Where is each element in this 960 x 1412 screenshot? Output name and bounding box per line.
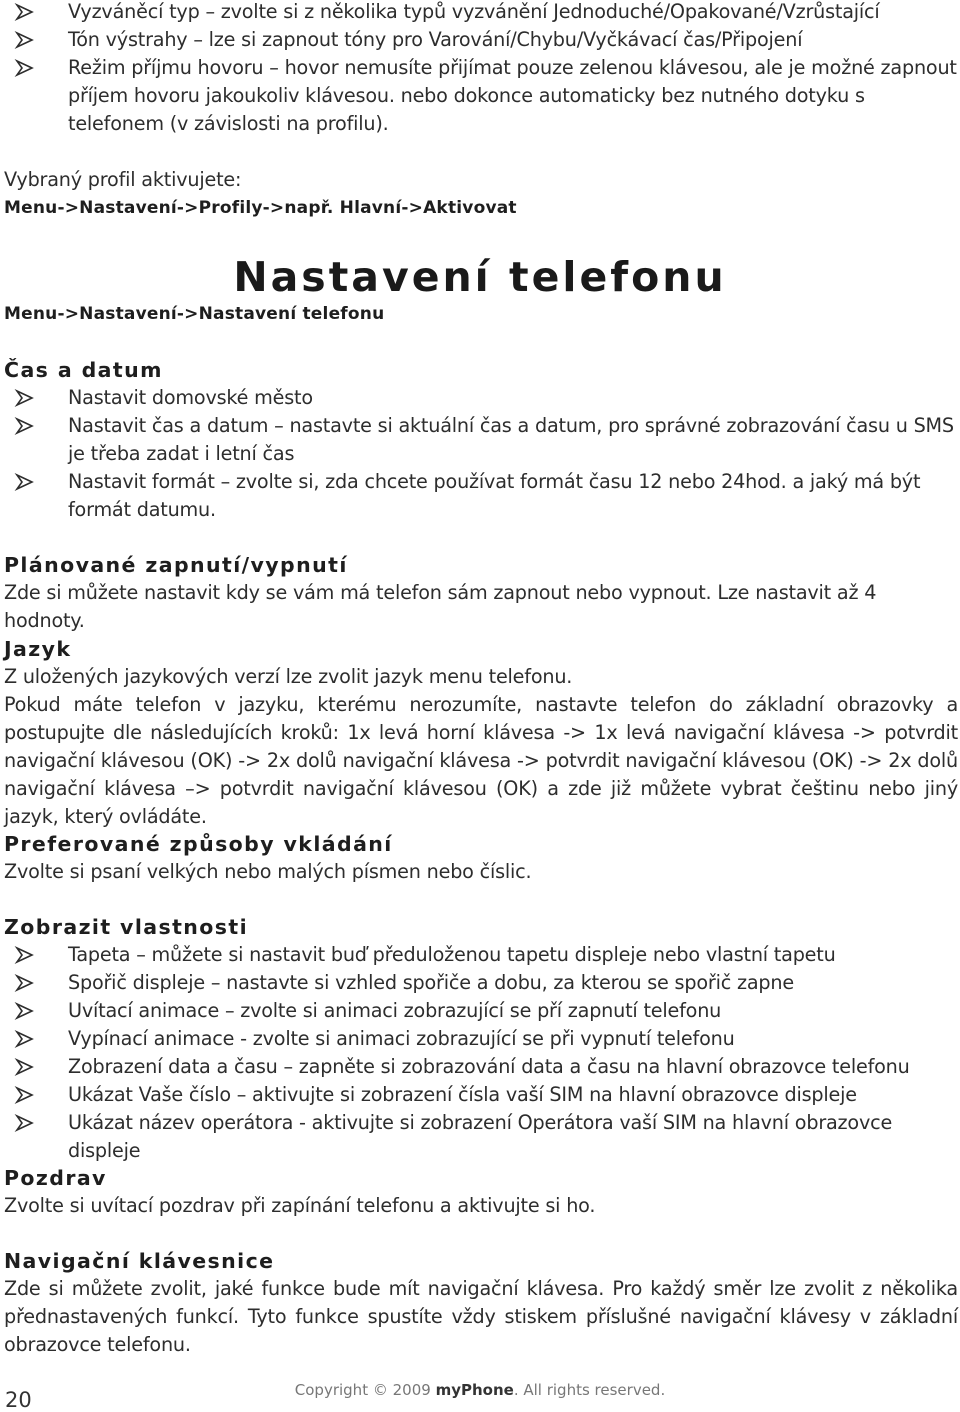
display-properties-list bbox=[4, 941, 958, 1165]
list-item-text: Spořič displeje – nastavte si vzhled spořiče a dobu, za kterou se spořič zapne bbox=[68, 971, 794, 994]
arrow-bullet-icon bbox=[14, 941, 36, 969]
display-properties-block bbox=[4, 941, 958, 1165]
heading-time-date: Čas a datum bbox=[4, 358, 163, 382]
list-item-text: Nastavit formát – zvolte si, zda chcete používat formát času 12 nebo 24hod. a jaký má být formát datumu. bbox=[68, 470, 921, 521]
arrow-bullet-icon bbox=[14, 384, 36, 412]
heading-navigation-keys: Navigační klávesnice bbox=[4, 1249, 275, 1273]
list-item bbox=[4, 0, 958, 26]
brand-name: myPhone bbox=[435, 1381, 514, 1399]
ringtone-options-block bbox=[4, 0, 958, 138]
copyright-notice bbox=[0, 1380, 960, 1400]
list-item-text: Tapeta – můžete si nastavit buď předuloženou tapetu displeje nebo vlastní tapetu bbox=[68, 943, 836, 966]
list-item-text: Vypínací animace - zvolte si animaci zobrazující se při vypnutí telefonu bbox=[68, 1027, 735, 1050]
list-item bbox=[4, 941, 958, 969]
list-item-text: Ukázat Vaše číslo – aktivujte si zobrazení čísla vaší SIM na hlavní obrazovce displeje bbox=[68, 1083, 857, 1106]
arrow-bullet-icon bbox=[14, 969, 36, 997]
input-methods-text: Zvolte si psaní velkých nebo malých písmen nebo číslic. bbox=[4, 860, 532, 883]
list-item bbox=[4, 1025, 958, 1053]
time-date-block bbox=[4, 384, 958, 524]
arrow-bullet-icon bbox=[14, 468, 36, 496]
arrow-bullet-icon bbox=[14, 412, 36, 440]
list-item bbox=[4, 468, 958, 524]
list-item-text: Nastavit čas a datum – nastavte si aktuální čas a datum, pro správné zobrazování času u SMS je třeba zadat i letní čas bbox=[68, 414, 954, 465]
list-item bbox=[4, 1109, 958, 1165]
list-item bbox=[4, 969, 958, 997]
arrow-bullet-icon bbox=[14, 997, 36, 1025]
list-item bbox=[4, 412, 958, 468]
heading-display-properties: Zobrazit vlastnosti bbox=[4, 915, 248, 939]
heading-greeting: Pozdrav bbox=[4, 1166, 107, 1190]
arrow-bullet-icon bbox=[14, 1025, 36, 1053]
list-item bbox=[4, 54, 958, 138]
list-item-text: Ukázat název operátora - aktivujte si zobrazení Operátora vaší SIM na hlavní obrazovce displeje bbox=[68, 1111, 893, 1162]
arrow-bullet-icon bbox=[14, 54, 36, 82]
section-menu-path: Menu->Nastavení->Nastavení telefonu bbox=[4, 304, 385, 324]
arrow-bullet-icon bbox=[14, 1053, 36, 1081]
page-number: 20 bbox=[5, 1388, 32, 1412]
scheduled-power-text: Zde si můžete nastavit kdy se vám má telefon sám zapnout nebo vypnout. Lze nastavit až 4 hodnoty. bbox=[4, 581, 877, 632]
language-text-2: Pokud máte telefon v jazyku, kterému nerozumíte, nastavte telefon do základní obrazovky a postupujte dle následujících kroků: 1x levá horní klávesa -> 1x levá navigační klávesa -> potvrdit navigační klávesou (OK) -> 2x dolů navigační klávesa -> potvrdit navigační klávesou (OK) -> 2x dolů navigační klávesa –> potvrdit navigační klávesou (OK) a zde již můžete vybrat češtinu nebo jiný jazyk, který ovládáte. bbox=[4, 693, 958, 828]
heading-scheduled-power: Plánované zapnutí/vypnutí bbox=[4, 553, 348, 577]
arrow-bullet-icon bbox=[14, 1081, 36, 1109]
list-item-text: Zobrazení data a času – zapněte si zobrazování data a času na hlavní obrazovce telefonu bbox=[68, 1055, 910, 1078]
arrow-bullet-icon bbox=[14, 0, 36, 26]
arrow-bullet-icon bbox=[14, 1109, 36, 1137]
navigation-keys-text: Zde si můžete zvolit, jaké funkce bude mít navigační klávesa. Pro každý směr lze zvolit z několika přednastavených funkcí. Tyto funkce spustíte vždy stiskem příslušné navigační klávesy v základní obrazovce telefonu. bbox=[4, 1277, 958, 1356]
list-item bbox=[4, 26, 958, 54]
list-item-text: Režim příjmu hovoru – hovor nemusíte přijímat pouze zelenou klávesou, ale je možné zapnout příjem hovoru jakoukoliv klávesou. nebo dokonce automaticky bez nutného dotyku s telefonem (v závislosti na profilu). bbox=[68, 56, 957, 135]
copyright-prefix: Copyright © 2009 bbox=[294, 1381, 436, 1399]
list-item-text: Uvítací animace – zvolte si animaci zobrazující se pří zapnutí telefonu bbox=[68, 999, 722, 1022]
heading-language: Jazyk bbox=[4, 637, 72, 661]
time-date-list bbox=[4, 384, 958, 524]
list-item bbox=[4, 1081, 958, 1109]
ringtone-options-list bbox=[4, 0, 958, 138]
profile-activation-path: Menu->Nastavení->Profily->např. Hlavní->Aktivovat bbox=[4, 198, 517, 218]
list-item bbox=[4, 384, 958, 412]
list-item-text: Vyzváněcí typ – zvolte si z několika typů vyzvánění Jednoduché/Opakované/Vzrůstající bbox=[68, 0, 880, 23]
arrow-bullet-icon bbox=[14, 26, 36, 54]
list-item-text: Nastavit domovské město bbox=[68, 386, 313, 409]
heading-input-methods: Preferované způsoby vkládání bbox=[4, 832, 393, 856]
greeting-text: Zvolte si uvítací pozdrav při zapínání telefonu a aktivujte si ho. bbox=[4, 1194, 596, 1217]
list-item bbox=[4, 997, 958, 1025]
copyright-suffix: . All rights reserved. bbox=[513, 1381, 666, 1399]
profile-activation-intro: Vybraný profil aktivujete: bbox=[4, 168, 242, 191]
list-item-text: Tón výstrahy – lze si zapnout tóny pro Varování/Chybu/Vyčkávací čas/Připojení bbox=[68, 28, 803, 51]
list-item bbox=[4, 1053, 958, 1081]
page-title: Nastavení telefonu bbox=[233, 253, 727, 301]
language-text-1: Z uložených jazykových verzí lze zvolit jazyk menu telefonu. bbox=[4, 665, 573, 688]
